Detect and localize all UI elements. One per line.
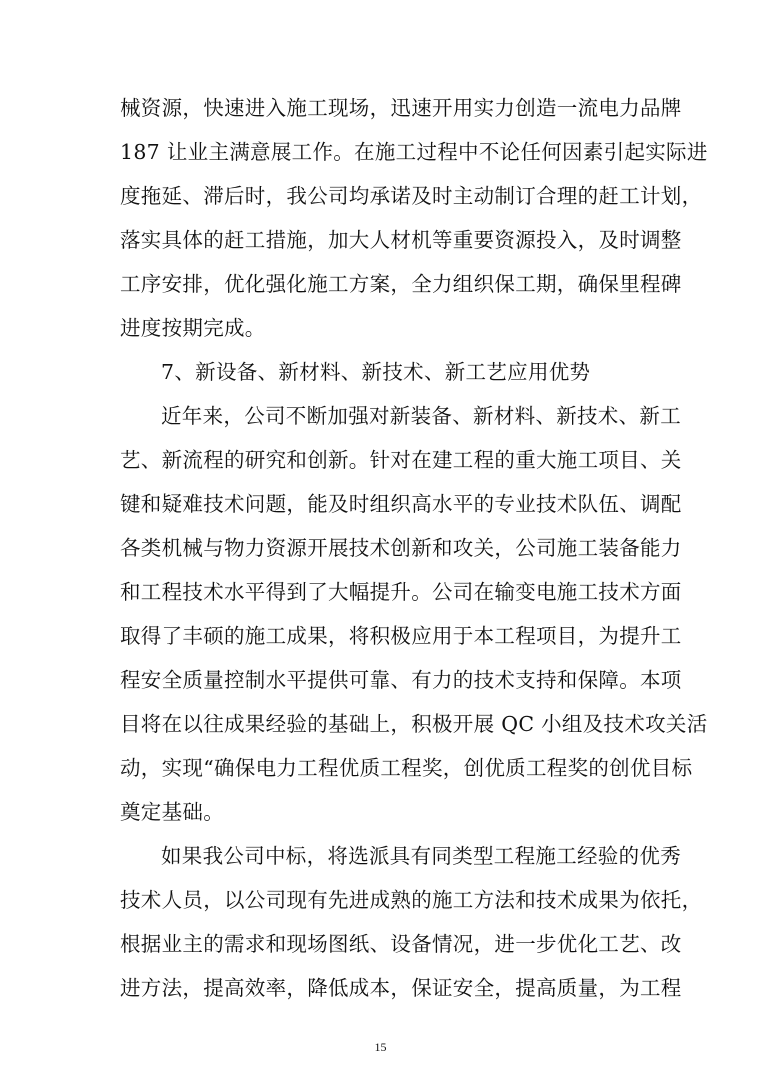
text-line: 度拖延、滞后时，我公司均承诺及时主动制订合理的赶工计划，: [120, 184, 703, 208]
text-line: 落实具体的赶工措施，加大人材机等重要资源投入，及时调整: [120, 228, 682, 252]
text-line: 键和疑难技术问题，能及时组织高水平的专业技术队伍、调配: [120, 492, 682, 516]
text-line: 目将在以往成果经验的基础上，积极开展 QC 小组及技术攻关活: [120, 712, 708, 736]
page-number: 15: [374, 1040, 387, 1054]
text-line: 根据业主的需求和现场图纸、设备情况，进一步优化工艺、改: [120, 932, 682, 956]
text-line: 各类机械与物力资源开展技术创新和攻关，公司施工装备能力: [120, 536, 682, 560]
text-line: 进度按期完成。: [120, 316, 266, 340]
text-line: 奠定基础。: [120, 800, 224, 824]
text-line: 187 让业主满意展工作。在施工过程中不论任何因素引起实际进: [120, 140, 708, 164]
text-line: 近年来，公司不断加强对新装备、新材料、新技术、新工: [161, 404, 681, 428]
text-line: 动，实现“确保电力工程优质工程奖，创优质工程奖的创优目标: [120, 756, 693, 780]
text-line: 取得了丰硕的施工成果，将积极应用于本工程项目，为提升工: [120, 624, 682, 648]
text-line: 进方法，提高效率，降低成本，保证安全，提高质量，为工程: [120, 976, 682, 1000]
text-line: 艺、新流程的研究和创新。针对在建工程的重大施工项目、关: [120, 448, 682, 472]
text-line: 程安全质量控制水平提供可靠、有力的技术支持和保障。本项: [120, 668, 682, 692]
text-line: 械资源，快速进入施工现场，迅速开用实力创造一流电力品牌: [120, 96, 682, 120]
text-line: 工序安排，优化强化施工方案，全力组织保工期，确保里程碑: [120, 272, 682, 296]
text-line: 和工程技术水平得到了大幅提升。公司在输变电施工技术方面: [120, 580, 682, 604]
text-line: 如果我公司中标，将选派具有同类型工程施工经验的优秀: [161, 844, 681, 868]
text-line: 技术人员，以公司现有先进成熟的施工方法和技术成果为依托，: [120, 888, 703, 912]
section-heading: 7、新设备、新材料、新技术、新工艺应用优势: [161, 360, 591, 384]
